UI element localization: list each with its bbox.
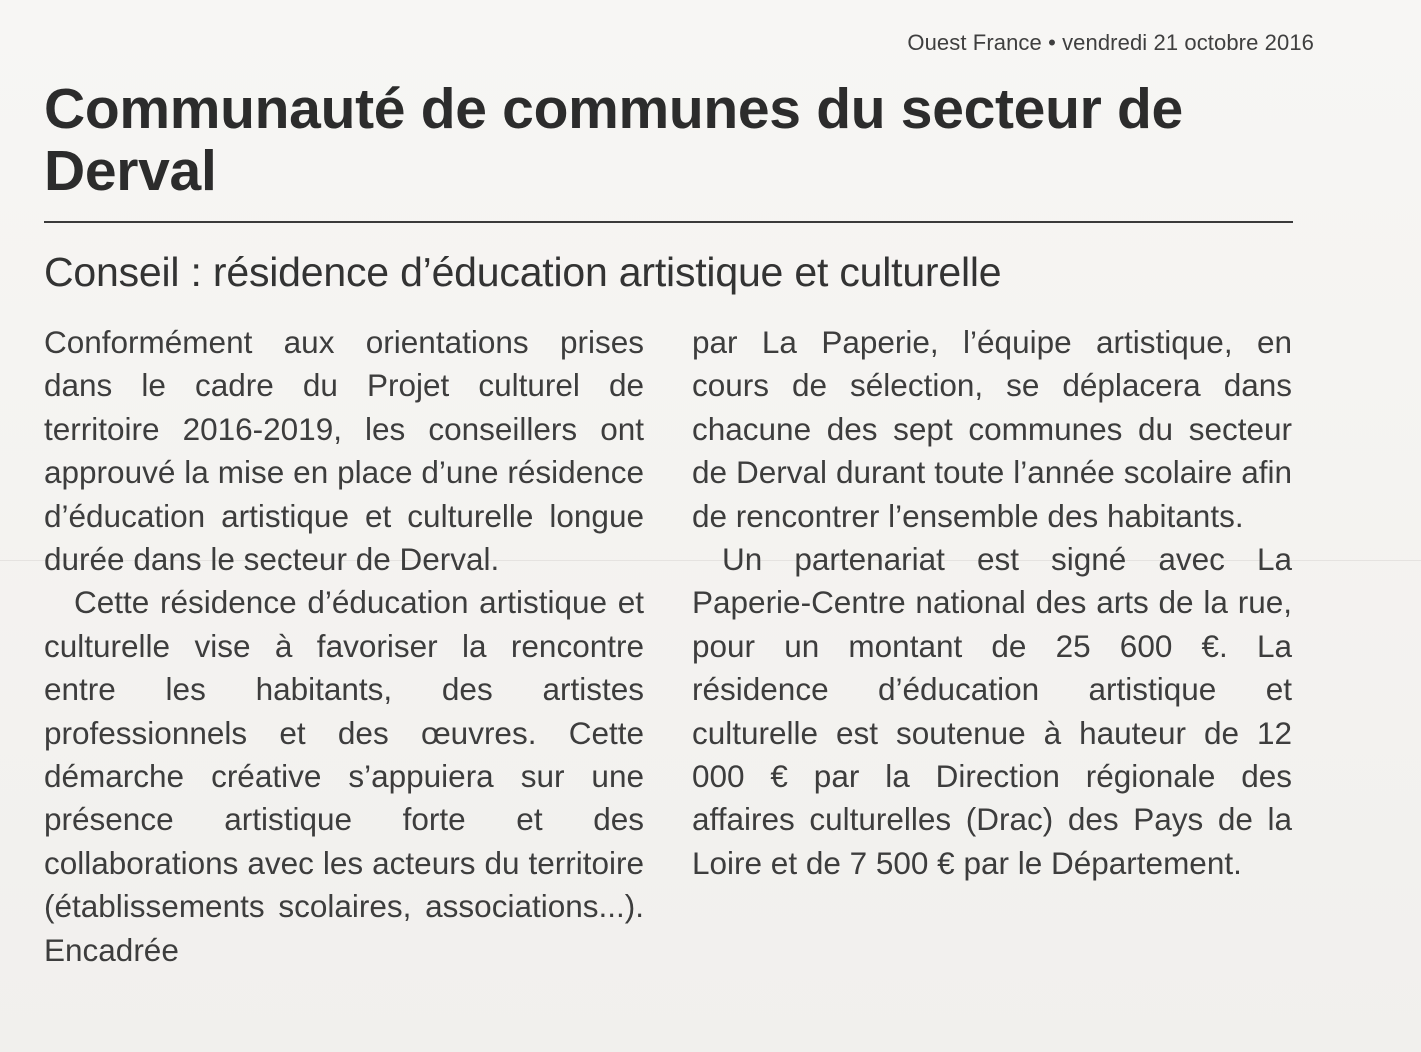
headline: Communauté de communes du secteur de Derval <box>44 77 1183 203</box>
paragraph: par La Paperie, l’équipe artistique, en cours de sélection, se déplacera dans chacune des sept communes du secteur de Derval durant toute l’année scolaire afin de rencontrer l’ensemble des habitants. <box>692 324 1292 534</box>
paragraph: Un partenariat est signé avec La Paperie-Centre national des arts de la rue, pour un montant de 25 600 €. La résidence d’éducation artistique et culturelle est soutenue à hauteur de 12 000 € par la Direction régionale des affaires culturelles (Drac) des Pays de la Loire et de 7 500 € par le Département. <box>692 541 1292 881</box>
dateline: Ouest France • vendredi 21 octobre 2016 <box>907 30 1314 55</box>
paragraph: Cette résidence d’éducation artistique et culturelle vise à favoriser la rencontre entre les habitants, des artistes professionnels et des œuvres. Cette démarche créative s’appuiera sur une présence artistique forte et des collaborations avec les acteurs du territoire (établissements scolaires, associations...). Encadrée <box>44 584 644 968</box>
subheadline: Conseil : résidence d’éducation artistique et culturelle <box>44 249 1002 295</box>
paragraph: Conformément aux orientations prises dans le cadre du Projet culturel de territoire 2016-2019, les conseillers ont approuvé la mise en place d’une résidence d’éducation artistique et culturelle longue durée dans le secteur de Derval. <box>44 324 644 578</box>
article-column-right <box>692 321 1292 885</box>
article-column-left <box>44 321 644 972</box>
headline-rule <box>44 221 1293 223</box>
